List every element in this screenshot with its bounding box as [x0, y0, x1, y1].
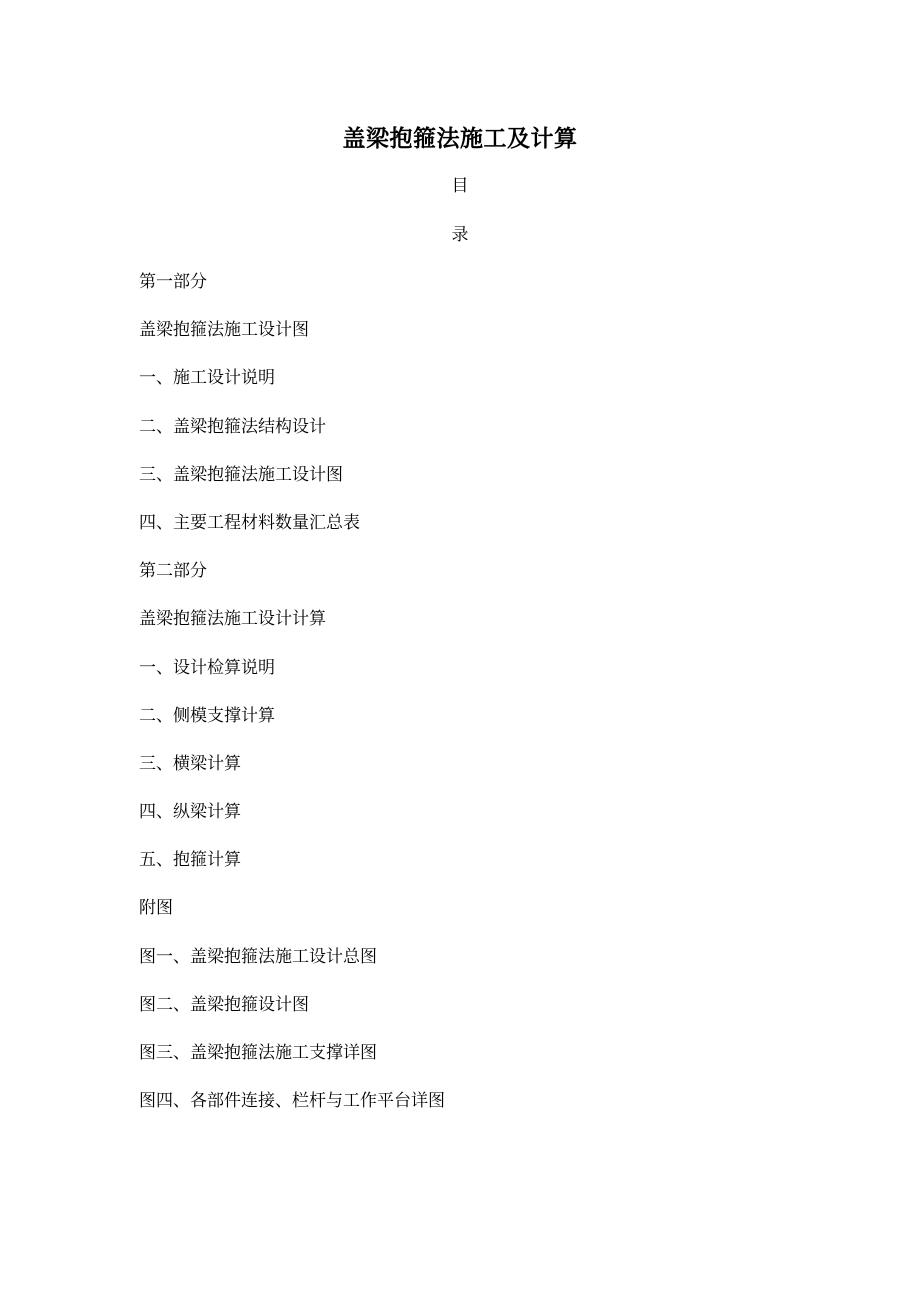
toc-item-hoop-calc: 五、抱箍计算: [139, 850, 241, 871]
toc-item-figure-two: 图二、盖梁抱箍设计图: [139, 994, 309, 1015]
toc-item-appendix: 附图: [139, 898, 173, 919]
toc-item-figure-four: 图四、各部件连接、栏杆与工作平台详图: [139, 1091, 445, 1112]
toc-heading-line2: 录: [451, 225, 469, 245]
toc-item-design-drawings: 盖梁抱箍法施工设计图: [139, 320, 309, 341]
toc-item-longitudinal-beam-calc: 四、纵梁计算: [139, 802, 241, 823]
toc-item-part-one: 第一部分: [139, 272, 207, 292]
table-of-contents: [139, 270, 445, 1137]
toc-item-materials-summary: 四、主要工程材料数量汇总表: [139, 512, 360, 533]
toc-item-figure-one: 图一、盖梁抱箍法施工设计总图: [139, 946, 377, 967]
toc-item-structure-design: 二、盖梁抱箍法结构设计: [139, 416, 326, 437]
toc-item-construction-notes: 一、施工设计说明: [139, 368, 275, 389]
toc-item-figure-three: 图三、盖梁抱箍法施工支撑详图: [139, 1043, 377, 1063]
toc-item-cross-beam-calc: 三、横梁计算: [139, 753, 241, 774]
document-title: 盖梁抱箍法施工及计算: [342, 126, 578, 152]
toc-item-side-form-calc: 二、侧模支撑计算: [139, 705, 275, 726]
toc-heading-line1: 目: [451, 176, 469, 196]
toc-item-construction-drawings: 三、盖梁抱箍法施工设计图: [139, 464, 343, 485]
toc-item-check-notes: 一、设计检算说明: [139, 657, 275, 678]
toc-item-design-calculation: 盖梁抱箍法施工设计计算: [139, 609, 326, 630]
toc-item-part-two: 第二部分: [139, 561, 207, 582]
